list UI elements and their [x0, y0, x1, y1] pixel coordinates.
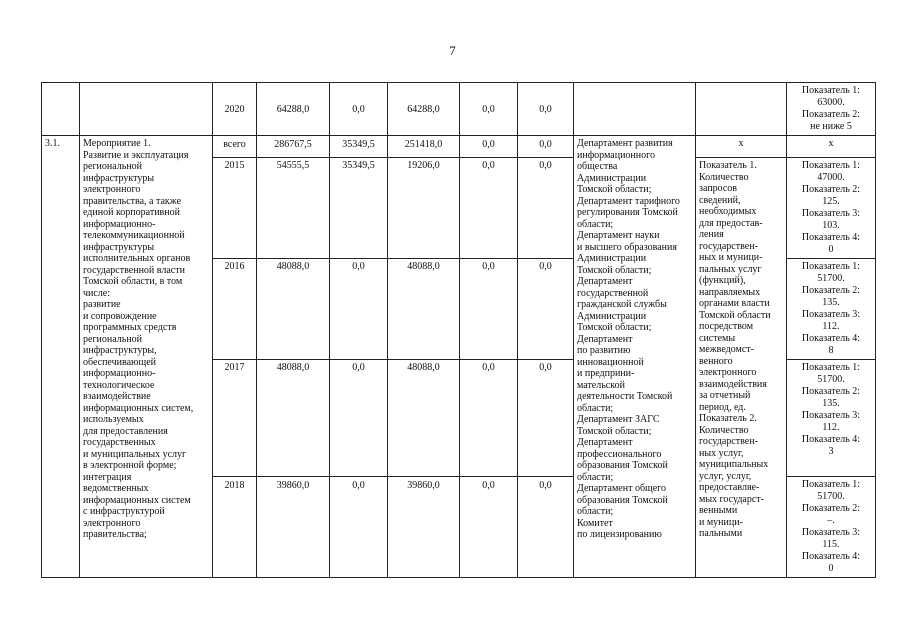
regional-budget-cell: 64288,0 — [388, 83, 460, 136]
table-row — [42, 136, 876, 158]
other-sources-cell: 0,0 — [518, 158, 574, 259]
indicator-names-cell: x — [696, 136, 787, 158]
indicator-values-cell: Показатель 1: 51700. Показатель 2: –. Показатель 3: 115. Показатель 4: 0 — [787, 477, 876, 578]
local-budget-cell: 0,0 — [460, 477, 518, 578]
table-row — [42, 83, 876, 136]
year-cell: 2018 — [213, 477, 257, 578]
executors-cell — [574, 83, 696, 136]
item-number-cell — [42, 83, 80, 136]
local-budget-cell: 0,0 — [460, 259, 518, 360]
federal-budget-cell: 0,0 — [330, 83, 388, 136]
regional-budget-cell: 251418,0 — [388, 136, 460, 158]
indicator-values-cell: Показатель 1: 51700. Показатель 2: 135. Показатель 3: 112. Показатель 4: 3 — [787, 360, 876, 477]
indicator-values-cell: x — [787, 136, 876, 158]
indicator-values-cell: Показатель 1: 51700. Показатель 2: 135. Показатель 3: 112. Показатель 4: 8 — [787, 259, 876, 360]
local-budget-cell: 0,0 — [460, 136, 518, 158]
total-funding-cell: 64288,0 — [257, 83, 330, 136]
total-funding-cell: 39860,0 — [257, 477, 330, 578]
description-cell: Мероприятие 1. Развитие и эксплуатация региональной инфраструктуры электронного правительства, а также единой корпоративной информационно- телекоммуникационной инфраструктуры исполнительных органов государственной власти Томской области, в том числе: развитие и сопровождение программных средств региональной инфраструктуры, обеспечивающей информационно- технологическое взаимодействие информационных систем, используемых для предоставления государственных и муниципальных услуг в электронной форме; интеграция ведомственных информационных систем с инфраструктурой электронного правительства; — [80, 136, 213, 578]
year-cell: 2016 — [213, 259, 257, 360]
other-sources-cell: 0,0 — [518, 259, 574, 360]
year-cell: 2017 — [213, 360, 257, 477]
page-number: 7 — [449, 43, 456, 58]
federal-budget-cell: 0,0 — [330, 477, 388, 578]
total-funding-cell: 48088,0 — [257, 259, 330, 360]
item-number-cell: 3.1. — [42, 136, 80, 578]
federal-budget-cell: 0,0 — [330, 360, 388, 477]
indicator-values-cell: Показатель 1: 63000. Показатель 2: не ниже 5 — [787, 83, 876, 136]
other-sources-cell: 0,0 — [518, 136, 574, 158]
federal-budget-cell: 35349,5 — [330, 158, 388, 259]
regional-budget-cell: 48088,0 — [388, 360, 460, 477]
regional-budget-cell: 39860,0 — [388, 477, 460, 578]
other-sources-cell: 0,0 — [518, 477, 574, 578]
regional-budget-cell: 48088,0 — [388, 259, 460, 360]
description-cell — [80, 83, 213, 136]
program-activities-table — [41, 82, 876, 578]
indicator-names-cell — [696, 83, 787, 136]
year-cell: 2020 — [213, 83, 257, 136]
regional-budget-cell: 19206,0 — [388, 158, 460, 259]
federal-budget-cell: 35349,5 — [330, 136, 388, 158]
local-budget-cell: 0,0 — [460, 158, 518, 259]
total-funding-cell: 286767,5 — [257, 136, 330, 158]
other-sources-cell: 0,0 — [518, 83, 574, 136]
total-funding-cell: 54555,5 — [257, 158, 330, 259]
total-funding-cell: 48088,0 — [257, 360, 330, 477]
local-budget-cell: 0,0 — [460, 83, 518, 136]
executors-cell: Департамент развития информационного общества Администрации Томской области; Департамент тарифного регулирования Томской области; Департамент науки и высшего образования Администрации Томской области; Департамент государственной гражданской службы Администрации Томской области; Департамент по развитию инновационной и предприни- мательской деятельности Томской области; Департамент ЗАГС Томской области; Департамент профессионального образования Томской области; Департамент общего образования Томской области; Комитет по лицензированию — [574, 136, 696, 578]
indicator-values-cell: Показатель 1: 47000. Показатель 2: 125. Показатель 3: 103. Показатель 4: 0 — [787, 158, 876, 259]
indicator-names-cell: Показатель 1. Количество запросов сведений, необходимых для предостав- ления государствен- ных и муници- пальных услуг (функций), направляемых органами власти Томской области посредством системы межведомст- венного электронного взаимодействия за отчетный период, ед. Показатель 2. Количество государствен- ных услуг, муниципальных услуг, услуг, предоставляе- мых государст- венными и муници- пальными — [696, 158, 787, 578]
year-cell: 2015 — [213, 158, 257, 259]
year-cell: всего — [213, 136, 257, 158]
other-sources-cell: 0,0 — [518, 360, 574, 477]
federal-budget-cell: 0,0 — [330, 259, 388, 360]
local-budget-cell: 0,0 — [460, 360, 518, 477]
